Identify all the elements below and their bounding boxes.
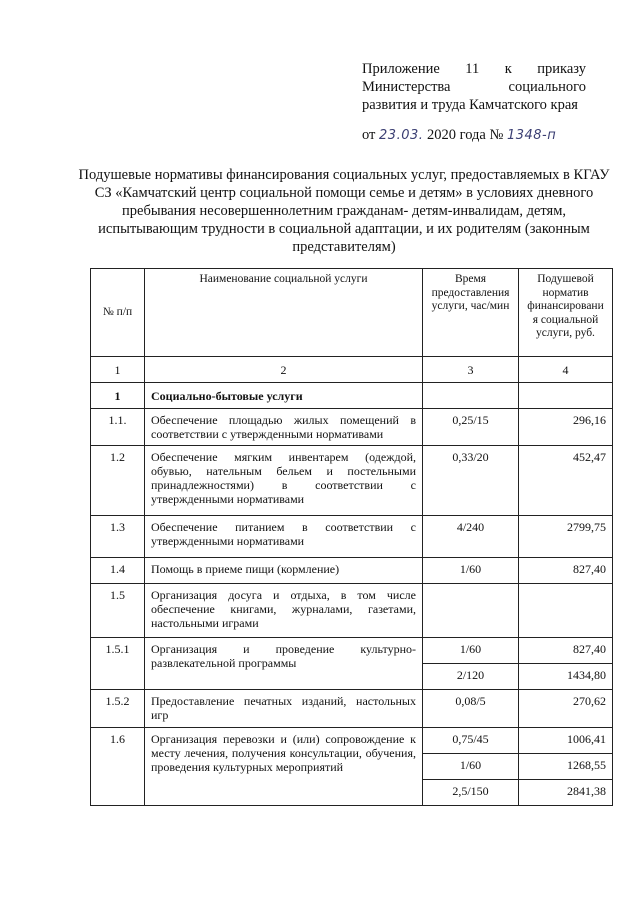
row-num: 1.3 — [91, 516, 145, 558]
order-number-handwritten: 1348-п — [506, 128, 557, 143]
section-num: 1 — [91, 383, 145, 409]
row-norm: 296,16 — [519, 409, 613, 446]
services-table — [90, 268, 613, 806]
section-row — [91, 383, 613, 409]
ministry-word: Министерства — [362, 79, 451, 95]
row-time: 1/60 — [423, 638, 519, 664]
row-norm: 1434,80 — [519, 664, 613, 690]
appendix-word: приказу — [537, 61, 586, 77]
row-name: Организация досуга и отдыха, в том числе обеспечение книгами, журналами, газетами, настольными играми — [145, 584, 423, 638]
table-header-row — [91, 269, 613, 357]
ministry-line-end: развития и труда Камчатского края — [362, 97, 578, 113]
row-num: 1.2 — [91, 446, 145, 516]
row-norm: 1268,55 — [519, 754, 613, 780]
table-row — [91, 446, 613, 516]
ministry-word: социального — [508, 79, 586, 95]
header-name: Наименование социальной услуги — [145, 269, 423, 357]
row-time — [423, 584, 519, 638]
ministry-line — [362, 78, 586, 96]
row-num: 1.1. — [91, 409, 145, 446]
row-norm: 452,47 — [519, 446, 613, 516]
table-row — [91, 558, 613, 584]
row-norm: 2841,38 — [519, 780, 613, 806]
row-time: 0,25/15 — [423, 409, 519, 446]
order-year: 2020 года № — [427, 127, 504, 143]
table-row — [91, 409, 613, 446]
table-row — [91, 638, 613, 664]
row-time: 1/60 — [423, 558, 519, 584]
table-row — [91, 728, 613, 754]
row-time: 0,33/20 — [423, 446, 519, 516]
row-num: 1.4 — [91, 558, 145, 584]
row-norm: 1006,41 — [519, 728, 613, 754]
table-row — [91, 584, 613, 638]
column-index: 4 — [519, 357, 613, 383]
row-norm: 270,62 — [519, 690, 613, 728]
header-norm: Подушевой норматив финансировани я социальной услуги, руб. — [519, 269, 613, 357]
row-norm: 827,40 — [519, 638, 613, 664]
header-num: № п/п — [91, 269, 145, 357]
appendix-word: к — [504, 61, 512, 77]
appendix-number: 11 — [465, 61, 480, 77]
row-num: 1.5.1 — [91, 638, 145, 690]
row-time: 4/240 — [423, 516, 519, 558]
section-norm — [519, 383, 613, 409]
row-time: 0,75/45 — [423, 728, 519, 754]
row-name: Обеспечение мягким инвентарем (одеждой, обувью, нательным бельем и постельными принадлежностями) в соответствии с утвержденными нормативами — [145, 446, 423, 516]
row-norm: 2799,75 — [519, 516, 613, 558]
column-index: 1 — [91, 357, 145, 383]
appendix-word: Приложение — [362, 61, 440, 77]
order-date-handwritten: 23.03. — [379, 128, 424, 143]
approval-block — [362, 60, 586, 114]
row-num: 1.5.2 — [91, 690, 145, 728]
row-time: 0,08/5 — [423, 690, 519, 728]
row-time: 2,5/150 — [423, 780, 519, 806]
row-name: Организация перевозки и (или) сопровождение к месту лечения, получения консультации, обучения, проведения культурных мероприятий — [145, 728, 423, 806]
row-num: 1.6 — [91, 728, 145, 806]
column-index-row — [91, 357, 613, 383]
table-row — [91, 690, 613, 728]
row-norm — [519, 584, 613, 638]
row-name: Помощь в приеме пищи (кормление) — [145, 558, 423, 584]
row-name: Организация и проведение культурно-развлекательной программы — [145, 638, 423, 690]
row-name: Обеспечение площадью жилых помещений в соответствии с утвержденными нормативами — [145, 409, 423, 446]
row-time: 2/120 — [423, 664, 519, 690]
order-line — [362, 127, 556, 144]
column-index: 2 — [145, 357, 423, 383]
row-name: Предоставление печатных изданий, настольных игр — [145, 690, 423, 728]
row-norm: 827,40 — [519, 558, 613, 584]
header-time: Время предоставления услуги, час/мин — [423, 269, 519, 357]
document-title: Подушевые нормативы финансирования социальных услуг, предоставляемых в КГАУ СЗ «Камчатский центр социальной помощи семье и детям» в условиях дневного пребывания несовершеннолетним гражданам- детям-инвалидам, детям, испытывающим трудности в социальной адаптации, и их родителям (законным представителям) — [78, 167, 610, 255]
row-num: 1.5 — [91, 584, 145, 638]
column-index: 3 — [423, 357, 519, 383]
section-name: Социально-бытовые услуги — [145, 383, 423, 409]
appendix-line — [362, 60, 586, 78]
order-prefix: от — [362, 127, 376, 143]
table-row — [91, 516, 613, 558]
section-time — [423, 383, 519, 409]
row-time: 1/60 — [423, 754, 519, 780]
row-name: Обеспечение питанием в соответствии с утвержденными нормативами — [145, 516, 423, 558]
